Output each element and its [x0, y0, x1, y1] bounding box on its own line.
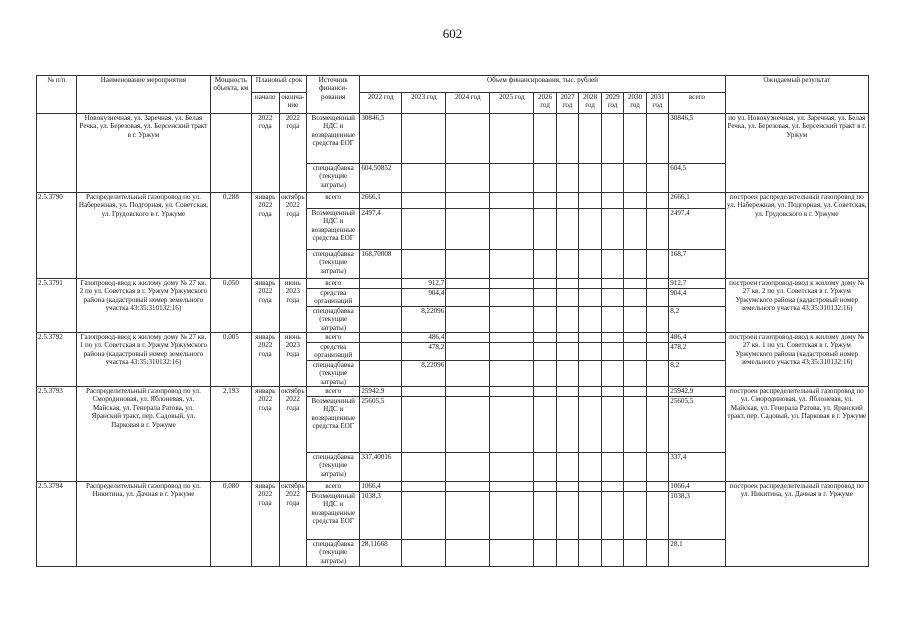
funding-source: всего: [307, 279, 360, 289]
header-year: 2030 год: [624, 93, 647, 114]
value-empty: [490, 114, 534, 164]
value-empty: [490, 279, 534, 289]
value-empty: [646, 492, 669, 540]
value-empty: [601, 397, 624, 453]
header-year: 2026 год: [534, 93, 557, 114]
value-total: 2497,4: [669, 209, 725, 250]
value-empty: [534, 250, 557, 279]
value-empty: [446, 397, 490, 453]
value-empty: [490, 250, 534, 279]
value-empty: [624, 540, 647, 567]
value-empty: [601, 209, 624, 250]
value-2023: 912,7: [402, 279, 446, 289]
value-empty: [646, 482, 669, 492]
value-empty: [579, 387, 602, 397]
value-empty: [556, 387, 579, 397]
value-2022: [360, 306, 402, 332]
value-empty: [446, 289, 490, 307]
value-empty: [624, 289, 647, 307]
value-empty: [446, 387, 490, 397]
row-number: 2.5.3790: [37, 193, 77, 279]
value-total: 8,2: [669, 360, 725, 386]
value-empty: [601, 540, 624, 567]
value-empty: [556, 289, 579, 307]
value-2022: [360, 343, 402, 361]
header-capacity: Мощность объекта, км: [210, 76, 251, 114]
value-empty: [556, 279, 579, 289]
value-2023: [402, 482, 446, 492]
value-empty: [556, 333, 579, 343]
capacity: 0,288: [210, 193, 251, 279]
value-2023: [402, 397, 446, 453]
table-row: [37, 193, 869, 209]
value-empty: [490, 397, 534, 453]
value-empty: [646, 250, 669, 279]
period-start: январь 2022 года: [251, 279, 279, 333]
header-source: Источник финанси-рования: [307, 76, 360, 114]
funding-source: Возмещенный НДС и возвращенные средства ЕОГ: [307, 397, 360, 453]
value-empty: [624, 193, 647, 209]
value-2022: 1038,3: [360, 492, 402, 540]
event-name: Газопровод-ввод к жилому дому № 27 кв. 2 по ул. Советская в г. Уржум Уржумского района (кадастровый номер земельного участка 43:35:310132:16): [76, 279, 210, 333]
header-year: 2023 год: [402, 93, 446, 114]
value-empty: [446, 193, 490, 209]
value-empty: [490, 453, 534, 482]
header-period-start: начало: [251, 93, 279, 114]
value-empty: [490, 387, 534, 397]
value-empty: [646, 193, 669, 209]
value-empty: [446, 209, 490, 250]
table-row: [37, 114, 869, 164]
header-year: 2029 год: [601, 93, 624, 114]
value-2022: 337,40016: [360, 453, 402, 482]
capacity: 2,193: [210, 387, 251, 482]
value-total: 478,2: [669, 343, 725, 361]
row-number: 2.5.3791: [37, 279, 77, 333]
value-empty: [646, 540, 669, 567]
value-empty: [646, 343, 669, 361]
value-empty: [579, 250, 602, 279]
value-empty: [646, 114, 669, 164]
event-name: Распределительный газопровод по ул. Смородиновая, ул. Яблоневая, ул. Майская, ул. Генерала Ратова, ул. Яранский тракт, пер. Садовый, ул. Парковая в г. Уржуме: [76, 387, 210, 482]
value-empty: [556, 306, 579, 332]
value-empty: [446, 492, 490, 540]
expected-result: построен газопровод-ввод к жилому дому № 27 кв. 2 по ул. Советская в г. Уржум Уржумского района (кадастровый номер земельного участка 43:35:310132:16): [725, 279, 868, 333]
value-empty: [446, 453, 490, 482]
value-empty: [624, 114, 647, 164]
funding-source: спецнадбавка (текущие затраты): [307, 360, 360, 386]
value-empty: [579, 540, 602, 567]
value-empty: [534, 209, 557, 250]
value-2022: 25942,9: [360, 387, 402, 397]
value-empty: [490, 360, 534, 386]
value-empty: [446, 114, 490, 164]
period-start: январь 2022 года: [251, 333, 279, 387]
value-2023: [402, 209, 446, 250]
value-empty: [490, 333, 534, 343]
value-empty: [579, 193, 602, 209]
value-empty: [534, 164, 557, 193]
value-total: 1038,3: [669, 492, 725, 540]
value-empty: [579, 453, 602, 482]
value-empty: [490, 193, 534, 209]
value-empty: [601, 193, 624, 209]
value-total: 337,4: [669, 453, 725, 482]
row-number: 2.5.3794: [37, 482, 77, 567]
value-empty: [556, 164, 579, 193]
expected-result: по ул. Новокузнечная, ул. Заречная, ул. Белая Речка, ул. Березовая, ул. Берсенский тракт в г. Уржум: [725, 114, 868, 193]
value-2023: [402, 387, 446, 397]
header-year: 2025 год: [490, 93, 534, 114]
value-total: 28,1: [669, 540, 725, 567]
row-number: 2.5.3792: [37, 333, 77, 387]
funding-source: Возмещенный НДС и возвращенные средства ЕОГ: [307, 114, 360, 164]
value-empty: [446, 343, 490, 361]
value-empty: [601, 453, 624, 482]
row-number: [37, 114, 77, 193]
value-empty: [490, 306, 534, 332]
value-total: 25605,5: [669, 397, 725, 453]
value-2022: [360, 333, 402, 343]
value-empty: [646, 289, 669, 307]
value-empty: [579, 306, 602, 332]
header-year: 2022 год: [360, 93, 402, 114]
value-empty: [579, 333, 602, 343]
value-empty: [624, 360, 647, 386]
value-empty: [556, 209, 579, 250]
value-empty: [601, 164, 624, 193]
row-number: 2.5.3793: [37, 387, 77, 482]
value-empty: [556, 343, 579, 361]
expected-result: построен газопровод-ввод к жилому дому № 27 кв. 1 по ул. Советская в г. Уржум Уржумского района (кадастровый номер земельного участка 43:35:310132:16): [725, 333, 868, 387]
period-end: июнь 2023 года: [279, 279, 307, 333]
value-empty: [556, 482, 579, 492]
value-empty: [490, 343, 534, 361]
value-total: 1066,4: [669, 482, 725, 492]
value-2023: [402, 250, 446, 279]
value-empty: [534, 387, 557, 397]
funding-source: Возмещенный НДС и возвращенные средства ЕОГ: [307, 209, 360, 250]
expected-result: построен распределительный газопровод по ул. Набережная, ул. Подгорная, ул. Советская, ул. Грудовского в г. Уржуме: [725, 193, 868, 279]
value-empty: [646, 164, 669, 193]
value-2022: 2666,1: [360, 193, 402, 209]
value-empty: [601, 343, 624, 361]
value-empty: [624, 333, 647, 343]
value-empty: [534, 343, 557, 361]
value-empty: [601, 360, 624, 386]
value-2022: 168,70008: [360, 250, 402, 279]
value-2022: [360, 289, 402, 307]
header-year: 2028 год: [579, 93, 602, 114]
value-empty: [490, 540, 534, 567]
value-empty: [601, 306, 624, 332]
value-empty: [646, 306, 669, 332]
value-empty: [624, 250, 647, 279]
value-total: 30846,5: [669, 114, 725, 164]
funding-source: спецнадбавка (текущие затраты): [307, 250, 360, 279]
value-empty: [624, 209, 647, 250]
header-year: 2027 год: [556, 93, 579, 114]
value-empty: [534, 193, 557, 209]
page-number: 602: [442, 26, 463, 41]
value-2023: [402, 164, 446, 193]
value-empty: [490, 482, 534, 492]
value-total: 8,2: [669, 306, 725, 332]
table-row: [37, 387, 869, 397]
value-empty: [534, 492, 557, 540]
funding-source: всего: [307, 482, 360, 492]
event-name: Распределительный газопровод по ул. Набережная, ул. Подгорная, ул. Советская, ул. Грудовского в г. Уржуме: [76, 193, 210, 279]
value-empty: [601, 279, 624, 289]
value-empty: [601, 250, 624, 279]
value-empty: [556, 360, 579, 386]
value-empty: [556, 397, 579, 453]
value-empty: [446, 333, 490, 343]
value-empty: [646, 397, 669, 453]
value-empty: [646, 209, 669, 250]
value-2022: 25605,5: [360, 397, 402, 453]
value-empty: [534, 114, 557, 164]
value-empty: [601, 114, 624, 164]
value-empty: [579, 164, 602, 193]
value-empty: [534, 453, 557, 482]
value-empty: [579, 114, 602, 164]
value-empty: [446, 279, 490, 289]
header-result: Ожидаемый результат: [725, 76, 868, 114]
event-name: Распределительный газопровод по ул. Никитина, ул. Дачная в г. Уржуме: [76, 482, 210, 567]
period-start: январь 2022 года: [251, 193, 279, 279]
value-empty: [534, 397, 557, 453]
value-2022: 604,50852: [360, 164, 402, 193]
value-empty: [646, 387, 669, 397]
value-total: 904,4: [669, 289, 725, 307]
header-year: 2024 год: [446, 93, 490, 114]
header-total: всего: [669, 93, 725, 114]
value-empty: [534, 289, 557, 307]
funding-source: всего: [307, 193, 360, 209]
period-end: октябрь 2022 года: [279, 193, 307, 279]
event-name: Газопровод-ввод к жилому дому № 27 кв. 1 по ул. Советская в г. Уржум Уржумского района (кадастровый номер земельного участка 43:35:310132:16): [76, 333, 210, 387]
expected-result: построен распределительный газопровод по ул. Никитина, ул. Дачная в г. Уржуме: [725, 482, 868, 567]
value-empty: [556, 453, 579, 482]
capacity: 0,080: [210, 482, 251, 567]
value-empty: [490, 492, 534, 540]
value-empty: [556, 193, 579, 209]
value-empty: [646, 333, 669, 343]
value-2022: [360, 279, 402, 289]
value-empty: [646, 360, 669, 386]
value-total: 604,5: [669, 164, 725, 193]
value-empty: [579, 343, 602, 361]
header-period: Плановый срок: [251, 76, 306, 93]
capacity: 0,005: [210, 333, 251, 387]
value-empty: [446, 250, 490, 279]
value-empty: [579, 289, 602, 307]
value-empty: [490, 289, 534, 307]
value-empty: [556, 540, 579, 567]
value-empty: [490, 209, 534, 250]
period-end: октябрь 2022 года: [279, 482, 307, 567]
value-empty: [579, 492, 602, 540]
value-2023: [402, 453, 446, 482]
value-total: 2666,1: [669, 193, 725, 209]
value-empty: [534, 482, 557, 492]
value-2023: [402, 193, 446, 209]
value-empty: [534, 333, 557, 343]
period-end: июнь 2023 года: [279, 333, 307, 387]
value-empty: [556, 114, 579, 164]
value-2023: 8,22096: [402, 306, 446, 332]
value-empty: [579, 209, 602, 250]
value-empty: [624, 397, 647, 453]
funding-source: всего: [307, 387, 360, 397]
value-empty: [601, 289, 624, 307]
period-start: январь 2022 года: [251, 387, 279, 482]
value-2022: 28,11668: [360, 540, 402, 567]
value-empty: [624, 279, 647, 289]
value-empty: [601, 387, 624, 397]
value-empty: [601, 333, 624, 343]
header-num: № п/п: [37, 76, 77, 114]
value-empty: [624, 492, 647, 540]
value-total: 168,7: [669, 250, 725, 279]
value-empty: [446, 164, 490, 193]
value-empty: [446, 540, 490, 567]
table-row: [37, 333, 869, 343]
value-empty: [579, 279, 602, 289]
header-volume: Объем финансирования, тыс. рублей: [360, 76, 725, 93]
value-empty: [556, 250, 579, 279]
header-period-end: оконча-ние: [279, 93, 307, 114]
value-2022: 1066,4: [360, 482, 402, 492]
value-empty: [624, 387, 647, 397]
period-end: 2022 года: [279, 114, 307, 193]
funding-source: средства организаций: [307, 343, 360, 361]
period-end: октябрь 2022 года: [279, 387, 307, 482]
expected-result: построен распределительный газопровод по ул. Смородиновая, ул. Яблоневая, ул. Майская, ул. Генерала Ратова, ул. Яранский тракт, пер. Садовый, ул. Парковая в г. Уржуме: [725, 387, 868, 482]
period-start: январь 2022 года: [251, 482, 279, 567]
funding-source: средства организаций: [307, 289, 360, 307]
table-row: [37, 279, 869, 289]
event-name: Новокузнечная, ул. Заречная, ул. Белая Речка, ул. Березовая, ул. Берсенский тракт в г. Уржум: [76, 114, 210, 193]
funding-source: всего: [307, 333, 360, 343]
funding-source: спецнадбавка (текущие затраты): [307, 453, 360, 482]
value-2023: 904,4: [402, 289, 446, 307]
value-empty: [624, 164, 647, 193]
table-body: [37, 114, 869, 567]
value-2023: 8,22096: [402, 360, 446, 386]
header-year: 2031 год: [646, 93, 669, 114]
value-empty: [624, 306, 647, 332]
value-empty: [646, 279, 669, 289]
funding-source: спецнадбавка (текущие затраты): [307, 540, 360, 567]
header-name: Наименование мероприятия: [76, 76, 210, 114]
funding-source: Возмещенный НДС и возвращенные средства ЕОГ: [307, 492, 360, 540]
value-empty: [601, 482, 624, 492]
value-2023: [402, 114, 446, 164]
value-total: 486,4: [669, 333, 725, 343]
value-2023: [402, 492, 446, 540]
value-empty: [446, 482, 490, 492]
value-empty: [534, 360, 557, 386]
table-row: [37, 482, 869, 492]
value-2023: 478,2: [402, 343, 446, 361]
funding-source: спецнадбавка (текущие затраты): [307, 306, 360, 332]
value-empty: [579, 360, 602, 386]
value-empty: [490, 164, 534, 193]
value-empty: [534, 306, 557, 332]
value-empty: [601, 492, 624, 540]
value-empty: [534, 540, 557, 567]
value-empty: [624, 343, 647, 361]
value-total: 25942,9: [669, 387, 725, 397]
value-total: 912,7: [669, 279, 725, 289]
value-empty: [579, 482, 602, 492]
value-empty: [556, 492, 579, 540]
funding-source: спецнадбавка (текущие затраты): [307, 164, 360, 193]
value-empty: [446, 360, 490, 386]
value-empty: [624, 453, 647, 482]
value-2023: [402, 540, 446, 567]
value-empty: [579, 397, 602, 453]
value-2022: 2497,4: [360, 209, 402, 250]
value-empty: [446, 306, 490, 332]
value-2022: 30846,5: [360, 114, 402, 164]
capacity: 0,050: [210, 279, 251, 333]
value-empty: [534, 279, 557, 289]
value-2023: 486,4: [402, 333, 446, 343]
value-empty: [646, 453, 669, 482]
capacity: [210, 114, 251, 193]
period-start: 2022 года: [251, 114, 279, 193]
value-empty: [624, 482, 647, 492]
value-2022: [360, 360, 402, 386]
financing-table: [36, 75, 869, 567]
